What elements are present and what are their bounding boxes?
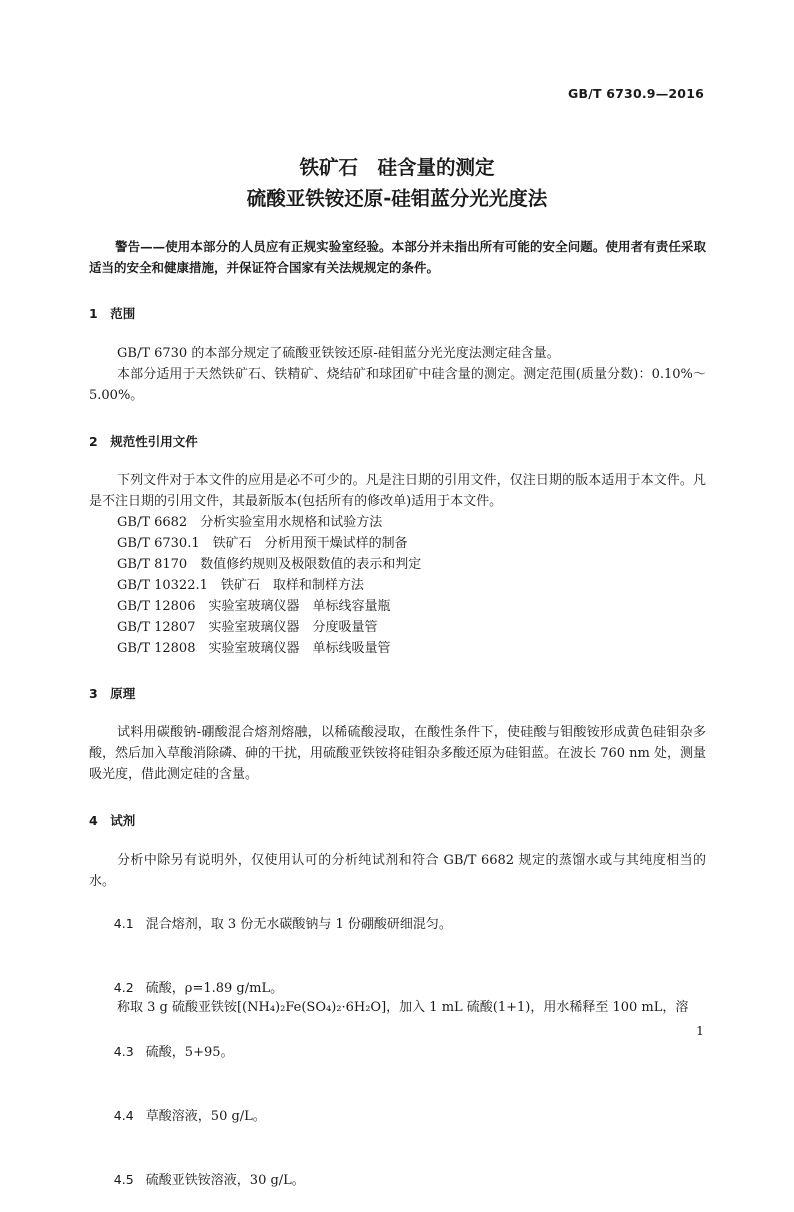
reagent-text: 草酸溶液，50 g/L。 — [145, 1109, 266, 1124]
reference-item: GB/T 6682 分析实验室用水规格和试验方法 — [117, 515, 383, 530]
reagents-intro-text: 分析中除另有说明外，仅使用认可的分析纯试剂和符合 GB/T 6682 规定的蒸馏水或与其纯度相当的水。 — [89, 853, 706, 889]
reagent-continuation — [89, 997, 706, 1018]
section-heading-principle: 3 原理 — [89, 686, 136, 701]
reagent-number: 4.1 — [113, 916, 134, 931]
document-title-line2: 硫酸亚铁铵还原-硅钼蓝分光光度法 — [246, 187, 548, 210]
reference-item: GB/T 12806 实验室玻璃仪器 单标线容量瓶 — [117, 599, 391, 614]
reagent-number: 4.2 — [113, 980, 134, 995]
reference-item: GB/T 10322.1 铁矿石 取样和制样方法 — [117, 578, 364, 593]
reagent-number: 4.3 — [113, 1044, 134, 1059]
section-heading-scope: 1 范围 — [89, 306, 136, 321]
reagent-text: 硫酸，5+95。 — [145, 1045, 234, 1060]
reference-item: GB/T 12808 实验室玻璃仪器 单标线吸量管 — [117, 641, 391, 656]
reagent-item — [89, 1084, 452, 1148]
reagents-intro — [89, 850, 706, 892]
section-scope-body — [89, 343, 706, 406]
reference-item: GB/T 6730.1 铁矿石 分析用预干燥试样的制备 — [117, 536, 408, 551]
reagent-item — [89, 1020, 452, 1084]
reagent-text: 硫酸，ρ=1.89 g/mL。 — [145, 981, 284, 996]
reagent-number: 4.4 — [113, 1108, 134, 1123]
reference-item: GB/T 8170 数值修约规则及极限数值的表示和判定 — [117, 557, 422, 572]
principle-paragraph: 试料用碳酸钠-硼酸混合熔剂熔融，以稀硫酸浸取，在酸性条件下，使硅酸与钼酸铵形成黄色硅钼杂多酸，然后加入草酸消除磷、砷的干扰，用硫酸亚铁铵将硅钼杂多酸还原为硅钼蓝。在波长 760 nm 处，测量吸光度，借此测定硅的含量。 — [89, 725, 706, 782]
document-title-line1: 铁矿石 硅含量的测定 — [299, 156, 495, 179]
reagent-item — [89, 892, 452, 956]
reagent-item — [89, 1148, 452, 1212]
safety-warning: 警告——使用本部分的人员应有正规实验室经验。本部分并未指出所有可能的安全问题。使用者有责任采取适当的安全和健康措施，并保证符合国家有关法规规定的条件。 — [89, 239, 706, 275]
section-heading-reagents: 4 试剂 — [89, 813, 136, 828]
scope-paragraph: GB/T 6730 的本部分规定了硫酸亚铁铵还原-硅钼蓝分光光度法测定硅含量。 — [117, 346, 560, 361]
principle-body — [89, 722, 706, 785]
reagent-text: 硫酸亚铁铵溶液，30 g/L。 — [145, 1173, 305, 1188]
reference-item: GB/T 12807 实验室玻璃仪器 分度吸量管 — [117, 620, 378, 635]
section-heading-references: 2 规范性引用文件 — [89, 434, 198, 449]
reagent-continuation-text: 称取 3 g 硫酸亚铁铵[(NH₄)₂Fe(SO₄)₂·6H₂O]，加入 1 mL 硫酸(1+1)，用水稀释至 100 mL，溶 — [117, 1000, 689, 1015]
reagent-number: 4.5 — [113, 1172, 134, 1187]
reagent-text: 混合熔剂，取 3 份无水碳酸钠与 1 份硼酸研细混匀。 — [145, 917, 452, 932]
reagents-list — [89, 892, 452, 1212]
scope-paragraph: 本部分适用于天然铁矿石、铁精矿、烧结矿和球团矿中硅含量的测定。测定范围(质量分数)：0.10%～5.00%。 — [89, 367, 706, 403]
references-intro — [89, 470, 706, 512]
page-number: 1 — [696, 1023, 704, 1038]
references-intro-text: 下列文件对于本文件的应用是必不可少的。凡是注日期的引用文件，仅注日期的版本适用于本文件。凡是不注日期的引用文件，其最新版本(包括所有的修改单)适用于本文件。 — [89, 473, 706, 509]
standard-code: GB/T 6730.9—2016 — [568, 86, 704, 101]
references-list — [117, 512, 421, 659]
